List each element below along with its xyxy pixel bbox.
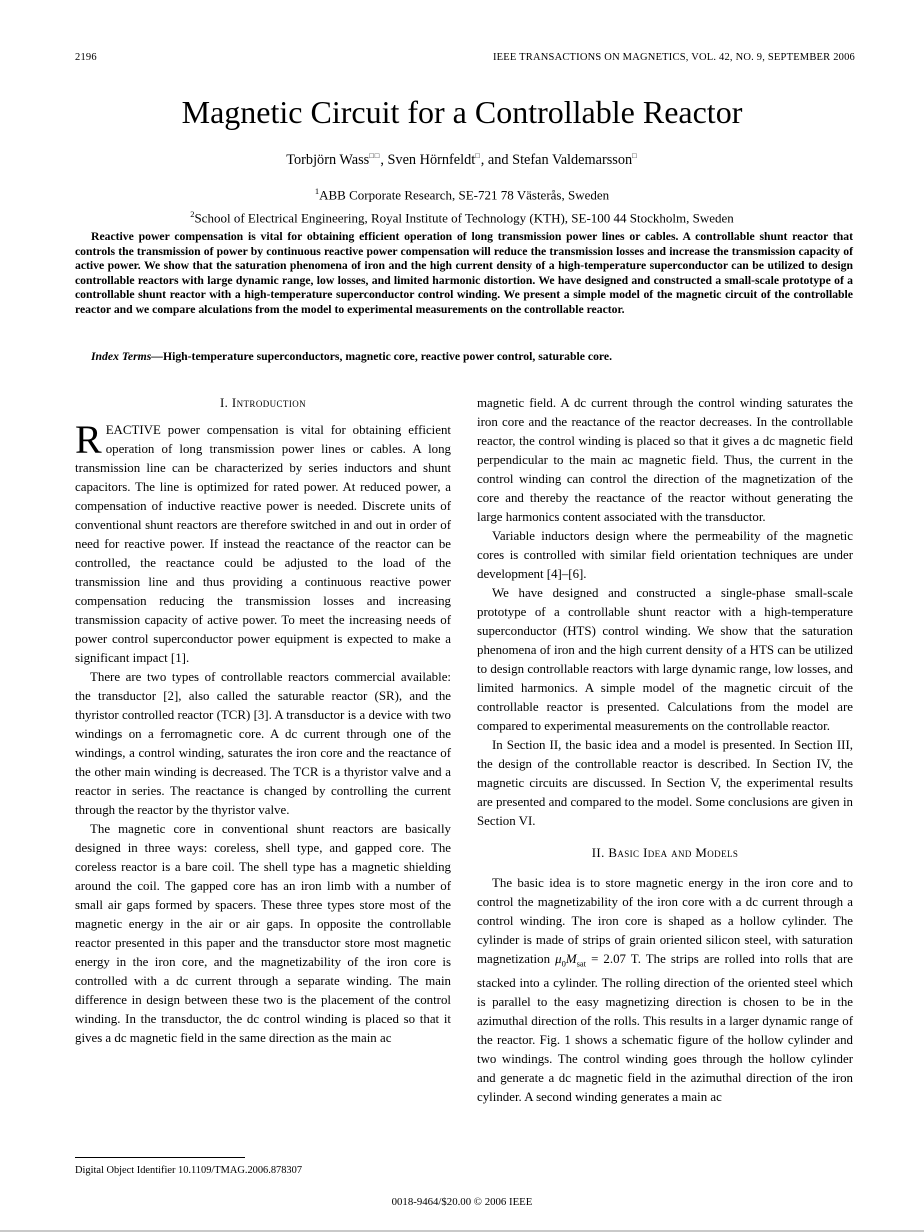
lead-word: EACTIVE xyxy=(105,423,161,437)
affiliation-1 xyxy=(0,182,924,205)
running-head xyxy=(75,52,855,63)
author-line xyxy=(0,151,924,169)
affiliations xyxy=(0,182,924,228)
paragraph: The magnetic core in conventional shunt reactors are basically designed in three ways: coreless, shell type, and gapped core. The coreless reactor is a bare coil. The shell type has a magnetic shielding around the coil. The gapped core has an iron limb with a number of small air gaps formed by spacers. These three types store most of the magnetic energy in the air or air gaps. In opposite the controllable reactor presented in this paper and the transductor store most magnetic energy in the iron core, and the magnetizability of the iron core is controlled with a dc current through a separate winding. The main difference in design between these two is the placement of the control winding. In the transductor, the dc control winding is placed so that it gives a dc magnetic field in the same direction as the main ac xyxy=(75,822,451,1045)
math-value: = 2.07 T. xyxy=(586,952,641,966)
paragraph: There are two types of controllable reactors commercial available: the transductor [2], also called the saturable reactor (SR), and the thyristor controlled reactor (TCR) [3]. A transductor is a device with two windings on a ferromagnetic core. A dc current through one of the windings, a control winding, saturates the iron core and the reactance of the other main winding is decreased. The TCR is a thyristor valve and a reactor in series. The reactance is changed by controlling the current through the reactor by the thyristor valve. xyxy=(75,670,451,817)
affiliation-text: ABB Corporate Research, SE-721 78 Västerås, Sweden xyxy=(319,187,610,203)
body-columns xyxy=(75,394,853,1107)
copyright-line: 0018-9464/$20.00 © 2006 IEEE xyxy=(391,1196,533,1208)
math-expression xyxy=(555,952,641,969)
paragraph: In Section II, the basic idea and a model is presented. In Section III, the design of the controllable reactor is described. In Section IV, the magnetic circuits are discussed. In Section V, the experimental results are presented and compared to the model. Some conclusions are given in Section VI. xyxy=(477,738,853,828)
math-mu-subscript: 0 xyxy=(561,958,566,969)
doi-block xyxy=(75,1157,451,1176)
paragraph: Variable inductors design where the permeability of the magnetic cores is controlled with similar field orientation techniques are under development [4]–[6]. xyxy=(477,529,853,581)
author-superscript: □ xyxy=(632,151,638,160)
paragraph xyxy=(75,417,451,668)
affiliation-text: School of Electrical Engineering, Royal Institute of Technology (KTH), SE-100 44 Stockholm, Sweden xyxy=(194,210,734,226)
footnote-rule xyxy=(75,1157,245,1158)
paragraph: magnetic field. A dc current through the control winding saturates the iron core and the reactance of the reactor decreases. In the controllable reactor, the control winding is placed so that it gives a dc magnetic field perpendicular to the main ac magnetic field. Thus, the current in the control winding can control the direction of the magnetization of the core and thereby the reactance of the reactor without generating the large harmonics content associated with the transductor. xyxy=(477,396,853,524)
math-magnetization-symbol: M xyxy=(565,952,577,966)
doi-text: Digital Object Identifier 10.1109/TMAG.2006.878307 xyxy=(75,1165,303,1176)
paragraph-text: power compensation is vital for obtaining efficient operation of long transmission power lines or cables. A long transmission line can be characterized by series inductors and shunt capacitors. The line is optimized for rated power. At reduced power, a compensation of inductive reactive power is needed. Discrete units of conventional shunt reactors are therefore switched in and out in order of need for reactive power. If instead the reactance of the reactor can be controlled, the reactance could be adjusted to the load of the transmission line and thus providing a continuous reactive power compensation reducing the transmission losses and increasing transmission capacity of active power. To meet the increasing needs of power control superconductor power equipment is expected to make a significant impact [1]. xyxy=(75,423,451,665)
author-separator: , xyxy=(380,151,388,168)
paragraph: We have designed and constructed a single-phase small-scale prototype of a controllable shunt reactor with a high-temperature superconductor (HTS) control winding. We show that the saturation phenomena of iron and the high current density of a HTS can be utilized to design controllable reactors with large dynamic range, low losses, and limited harmonics. A simple model of the magnetic circuit of the controllable reactor is presented. Calculations from the model are compared to experimental measurements on the controllable reactor. xyxy=(477,586,853,733)
index-terms-text: High-temperature superconductors, magnetic core, reactive power control, saturable core. xyxy=(162,350,612,363)
paragraph-text: The strips are rolled into rolls that are stacked into a cylinder. The rolling direction of the oriented steel which is parallel to the easy magnetizing direction is chosen to be in the azimuthal direction of the rolls. This results in a larger dynamic range of the reactor. Fig. 1 shows a schematic figure of the hollow cylinder and two windings. The control winding goes through the hollow cylinder and generate a dc magnetic field in the azimuthal direction of the iron cylinder. A second winding generates a main ac xyxy=(477,952,854,1104)
section-heading-introduction: I. Introduction xyxy=(219,396,307,410)
author-superscript: □ xyxy=(475,151,481,160)
author-separator: , and xyxy=(480,151,513,168)
right-column xyxy=(477,394,853,1107)
math-mu: μ xyxy=(555,952,562,966)
author-name: Torbjörn Wass xyxy=(286,151,370,168)
paper-title: Magnetic Circuit for a Controllable Reactor xyxy=(181,94,743,130)
affiliation-marker: 1 xyxy=(314,186,320,196)
author-name: Sven Hörnfeldt xyxy=(387,151,476,168)
index-terms xyxy=(75,350,853,363)
author-superscript: □□ xyxy=(369,151,381,160)
author-name: Stefan Valdemarsson xyxy=(512,151,633,168)
section-heading-basic-idea: II. Basic Idea and Models xyxy=(591,846,739,860)
affiliation-marker: 2 xyxy=(190,208,195,219)
math-sat-subscript: sat xyxy=(576,958,587,969)
index-terms-label: Index Terms— xyxy=(91,350,163,363)
affiliation-2 xyxy=(0,205,924,228)
journal-title: IEEE TRANSACTIONS ON MAGNETICS, VOL. 42, NO. 9, SEPTEMBER 2006 xyxy=(492,52,855,63)
paragraph xyxy=(477,874,853,1107)
paragraph-text: The basic idea is to store magnetic energy in the iron core and to control the magnetizability of the iron core with a dc current through a control winding. The iron core is shaped as a hollow cylinder. The cylinder is made of strips of grain oriented silicon steel, with saturation magnetization xyxy=(477,876,853,966)
page-number: 2196 xyxy=(75,52,97,63)
drop-cap: R xyxy=(75,417,102,462)
abstract: Reactive power compensation is vital for obtaining efficient operation of long transmission power lines or cables. A controllable shunt reactor that controls the transmission of power by continuous reactive power compensation will reduce the transmission losses and increase the transmission capacity of active power. We show that the saturation phenomena of iron and the high current density of a high-temperature superconductor can be utilized to design controllable reactors with large dynamic range, low losses, and limited harmonic distortion. We have designed and constructed a small-scale prototype of a controllable shunt reactor with a high-temperature superconductor control winding. We present a simple model of the magnetic circuit of the controllable reactor and we compare alculations from the model to experimental measurements on the controllable reactor. xyxy=(75,230,853,316)
left-column xyxy=(75,394,451,1107)
